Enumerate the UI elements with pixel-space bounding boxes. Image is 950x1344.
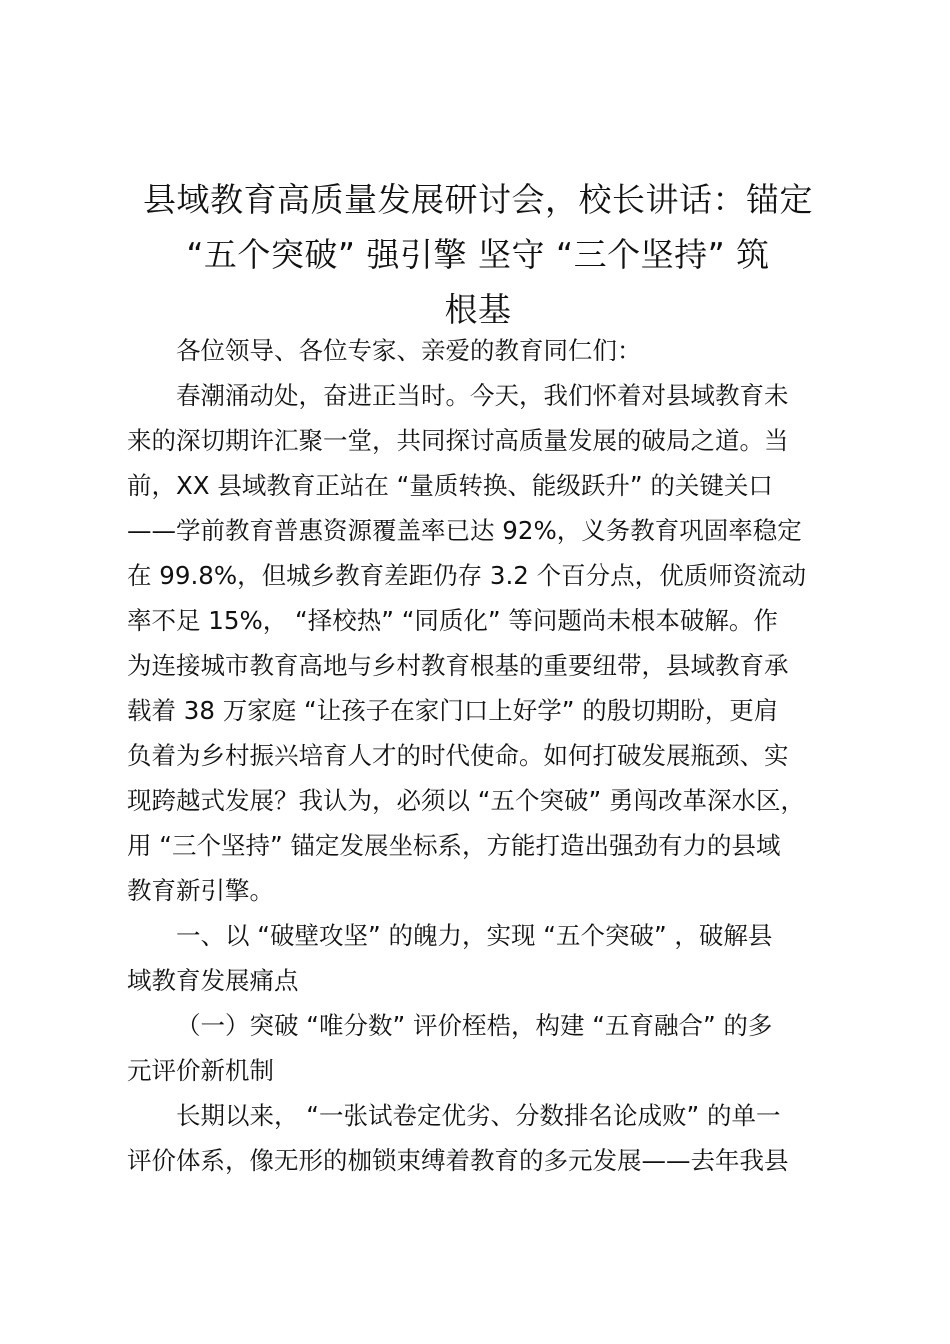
- paragraph-line: 来的深切期许汇聚一堂，共同探讨高质量发展的破局之道。当: [127, 426, 789, 455]
- section-heading-line: 域教育发展痛点: [127, 966, 299, 995]
- subsection-heading-line: 元评价新机制: [127, 1056, 274, 1085]
- paragraph-line: ——学前教育普惠资源覆盖率已达 92%，义务教育巩固率稳定: [127, 516, 802, 545]
- title-line-2: “五个突破” 强引擎 坚守 “三个坚持” 筑: [186, 235, 770, 274]
- paragraph-line: 为连接城市教育高地与乡村教育根基的重要纽带，县域教育承: [127, 651, 789, 680]
- paragraph-line: 教育新引擎。: [127, 876, 274, 905]
- title-line-3: 根基: [444, 290, 512, 329]
- section-heading-line: 一、以 “破壁攻坚” 的魄力，实现 “五个突破” ，破解县: [176, 921, 773, 950]
- title-line-1: 县域教育高质量发展研讨会，校长讲话：锚定: [143, 180, 813, 219]
- paragraph-line: 率不足 15%， “择校热” “同质化” 等问题尚未根本破解。作: [127, 606, 778, 635]
- paragraph-line: 在 99.8%，但城乡教育差距仍存 3.2 个百分点，优质师资流动: [127, 561, 807, 590]
- subsection-heading-line: （一）突破 “唯分数” 评价桎梏，构建 “五育融合” 的多: [176, 1011, 773, 1040]
- paragraph-line: 用 “三个坚持” 锚定发展坐标系，方能打造出强劲有力的县域: [127, 831, 781, 860]
- paragraph-line: 长期以来， “一张试卷定优劣、分数排名论成败” 的单一: [176, 1101, 781, 1130]
- paragraph-line: 现跨越式发展？我认为，必须以 “五个突破” 勇闯改革深水区，: [127, 786, 805, 815]
- paragraph-line: 载着 38 万家庭 “让孩子在家门口上好学” 的殷切期盼，更肩: [127, 696, 779, 725]
- salutation-line: 各位领导、各位专家、亲爱的教育同仁们：: [176, 336, 642, 365]
- document-body: [127, 328, 837, 1183]
- document-title: [120, 172, 836, 337]
- paragraph-line: 前，XX 县域教育正站在 “量质转换、能级跃升” 的关键关口: [127, 471, 773, 500]
- paragraph-line: 春潮涌动处，奋进正当时。今天，我们怀着对县域教育未: [176, 381, 789, 410]
- paragraph-line: 负着为乡村振兴培育人才的时代使命。如何打破发展瓶颈、实: [127, 741, 789, 770]
- paragraph-line: 评价体系，像无形的枷锁束缚着教育的多元发展——去年我县: [127, 1146, 789, 1175]
